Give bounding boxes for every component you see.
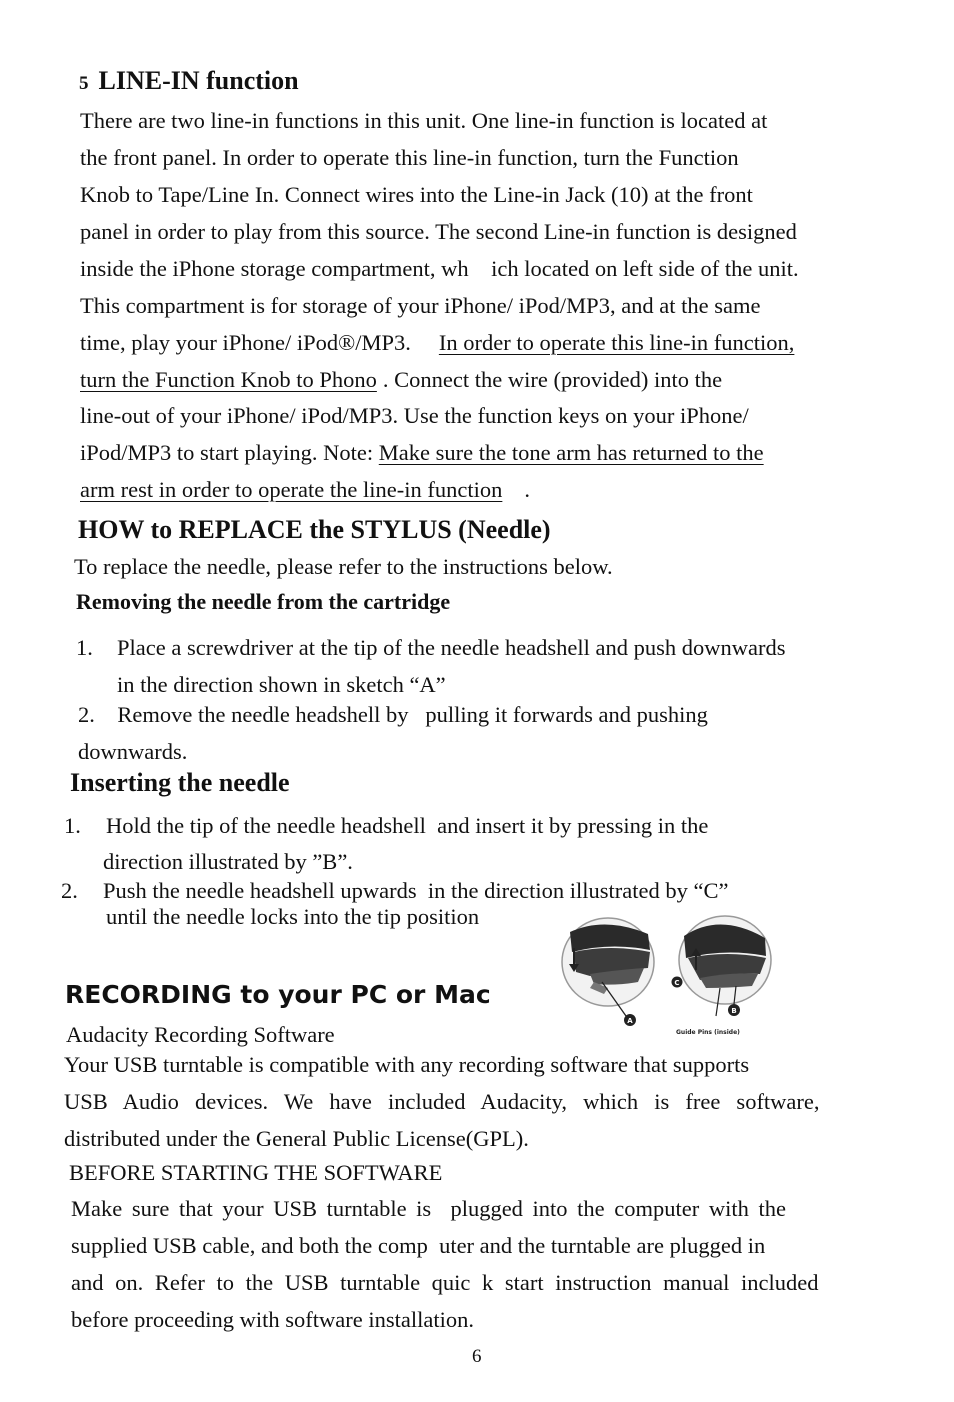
page-number: 6 [472,1346,482,1367]
sketch-b [672,916,772,1036]
text-underlined: Make sure the tone arm has returned to the [378,440,764,465]
recording-para2-line-3: and on. Refer to the USB turntable quic k start instruction manual included [71,1270,819,1295]
section-number: 5 [79,73,89,94]
inserting-step-1-line-2: direction illustrated by ”B”. [103,849,353,874]
line-in-line-6: This compartment is for storage of your iPhone/ iPod/MP3, and at the same [80,293,761,318]
text-underlined: turn the Function Knob to Phono [80,367,377,392]
text-line: Your USB turntable is compatible with any recording software that supports [64,1052,750,1077]
text-plain: time, play your iPhone/ iPod®/MP3. [80,330,411,355]
text-underlined: In order to operate this line-in function, [438,330,795,355]
removing-heading: Removing the needle from the cartridge [76,589,451,614]
needle-replacement-figure [560,912,776,1040]
inserting-step-1-line-1: Hold the tip of the needle headshell and insert it by pressing in the [106,813,709,838]
removing-step-2-line-1: 2. Remove the needle headshell by pulling it forwards and pushing [78,702,708,727]
audacity-software-label: Audacity Recording Software [66,1022,335,1047]
removing-step-1-number: 1. [76,635,93,660]
before-starting-heading: BEFORE STARTING THE SOFTWARE [69,1160,443,1185]
stylus-intro: To replace the needle, please refer to the instructions below. [74,554,613,579]
line-in-line-10 [80,434,764,471]
label-b: B [731,1007,737,1015]
guide-pins-caption: Guide Pins (inside) [676,1029,740,1036]
section-heading-line-in [79,66,299,96]
text-plain: iPod/MP3 to start playing. Note: [80,440,374,465]
line-in-line-7 [80,324,794,361]
line-in-line-3: Knob to Tape/Line In. Connect wires into the Line-in Jack (10) at the front [80,182,753,207]
recording-para2-line-2: supplied USB cable, and both the comp uter and the turntable are plugged in [71,1233,766,1258]
line-in-line-4: panel in order to play from this source. The second Line-in function is designed [80,219,797,244]
label-c: C [674,979,680,987]
line-in-line-11 [80,471,530,508]
inserting-heading: Inserting the needle [70,768,290,797]
line-in-line-2: the front panel. In order to operate this line-in function, turn the Function [80,145,739,170]
line-in-line-8 [80,361,722,398]
text-line: There are two line-in functions in this unit. One line-in function is located at [80,108,768,133]
text-underlined: arm rest in order to operate the line-in function [80,477,503,502]
removing-step-2-line-2: downwards. [78,739,188,764]
inserting-step-1-number: 1. [64,813,81,838]
line-in-heading: LINE-IN function [98,66,299,95]
removing-step-1-line-1: Place a screwdriver at the tip of the needle headshell and push downwards [117,635,786,660]
inserting-step-2-line-1: Push the needle headshell upwards in the direction illustrated by “C” [103,878,729,903]
recording-heading: RECORDING to your PC or Mac [65,980,491,1009]
recording-para2-line-1: Make sure that your USB turntable is plugged into the computer with the [71,1196,787,1221]
recording-para1-line-3: distributed under the General Public License(GPL). [64,1126,529,1151]
recording-para2-line-4: before proceeding with software installation. [71,1307,474,1332]
text-plain: . Connect the wire (provided) into the [382,367,723,392]
line-in-line-5: inside the iPhone storage compartment, wh ich located on left side of the unit. [80,256,799,281]
needle-sketch-illustration [560,912,776,1040]
label-a: A [627,1017,633,1025]
sketch-a [562,918,654,1026]
recording-para1-line-1 [64,1046,862,1083]
inserting-step-2-number: 2. [61,878,78,903]
inserting-step-2-line-2: until the needle locks into the tip position [106,904,480,929]
text-plain: . [524,477,530,502]
stylus-heading: HOW to REPLACE the STYLUS (Needle) [78,515,551,544]
line-in-line-1 [80,102,871,139]
removing-step-1-line-2: in the direction shown in sketch “A” [117,672,446,697]
recording-para1-line-2: USB Audio devices. We have included Audacity, which is free software, [64,1089,820,1114]
line-in-line-9: line-out of your iPhone/ iPod/MP3. Use the function keys on your iPhone/ [80,403,749,428]
